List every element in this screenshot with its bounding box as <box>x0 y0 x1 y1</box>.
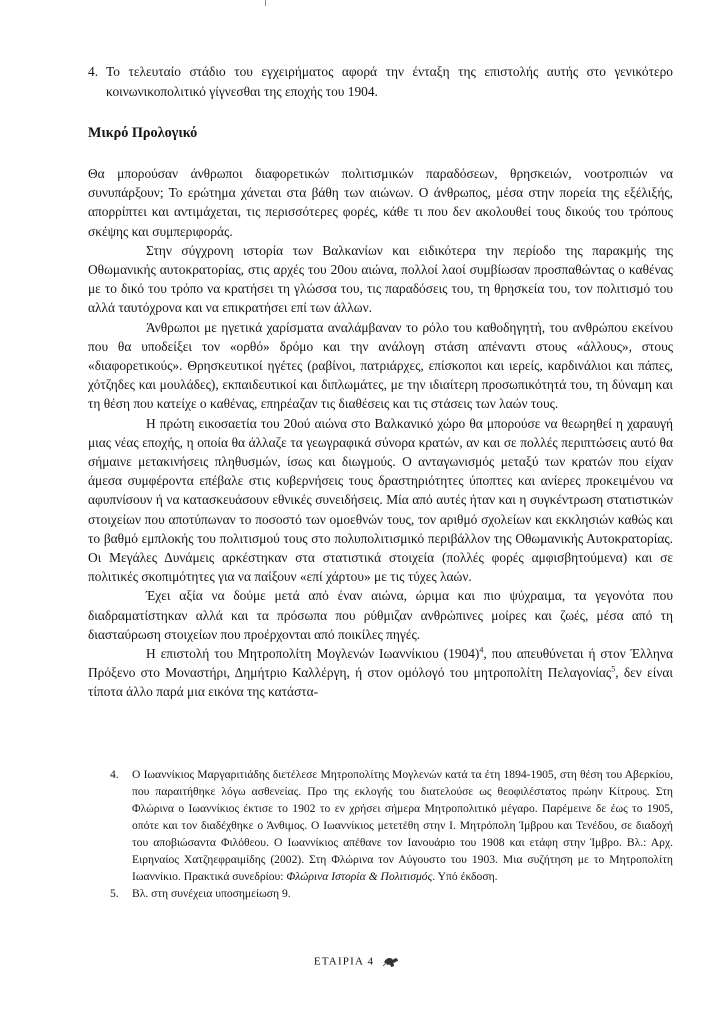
footnote-4-tail: . Υπό έκδοση. <box>432 870 498 883</box>
paragraph-4: Η πρώτη εικοσαετία του 20ού αιώνα στο Βαλκανικό χώρο θα μπορούσε να θεωρηθεί η χαραυγή μιας νέας εποχής, η οποία θα άλλαζε τα γεωγραφικά σύνορα κρατών, αν και σε πολλές περιπτώσεις αυτό θα σήμαινε μετακινήσεις πληθυσμών, ίσως και διωγμούς. Ο ανταγωνισμός μεταξύ των κρατών που είχαν άμεσα συμφέροντα επέβαλε στις κυβερνήσεις τους δραστηριότητες ύποπτες και ανίερες προκειμένου να αφυπνίσουν ή να κατασκευάσουν εθνικές συνειδήσεις. Μία από αυτές ήταν και η συγκέντρωση στατιστικών στοιχείων που αποτύπωναν το ποσοστό των ομοεθνών τους, τον αριθμό σχολείων και εκκλησιών καθώς και το βαθμό εμπλοκής του πολιτισμού τους στο πολυπολιτισμικό περιβάλλον της Οθωμανικής Αυτοκρατορίας. Οι Μεγάλες Δυνάμεις αρκέστηκαν στα στατιστικά στοιχεία (πολλές φορές αμφισβητούμενα) και σε πολιτικές σκοπιμότητες για να παίξουν «επί χάρτου» με τις τύχες λαών. <box>88 415 673 585</box>
footnote-5 <box>110 885 673 902</box>
page-body <box>88 62 673 702</box>
paragraph-2: Στην σύγχρονη ιστορία των Βαλκανίων και ειδικότερα την περίοδο της παρακμής της Οθωμανικής αυτοκρατορίας, στις αρχές του 20ου αιώνα, πολλοί λαοί συμβίωσαν προσπαθώντας ο καθένας με το δικό του τρόπο να κρατήσει τη γλώσσα του, τις παραδόσεις του, τη θρησκεία του, τον πολιτισμό του αλλά ταυτόχρονα και να επικρατήσει επί των άλλων. <box>88 242 673 316</box>
page-edge-mark <box>265 0 266 6</box>
paragraph-3: Άνθρωποι με ηγετικά χαρίσματα αναλάμβαναν το ρόλο του καθοδηγητή, του ανθρώπου εκείνου που θα υποδείξει τον «ορθό» δρόμο και την ανάλογη στάση απέναντι στους «άλλους», στους «διαφορετικούς». Θρησκευτικοί ηγέτες (ραβίνοι, πατριάρχες, επίσκοποι και ιερείς, καρδινάλιοι και πάπες, χότζηδες και μουλάδες), εκπαιδευτικοί και διπλωμάτες, με την ιδιαίτερη προσωπικότητά του, τη δύναμη και τη θέση που κατείχε ο καθένας, επηρέαζαν τις διαθέσεις και τις στάσεις των λαών τους. <box>88 319 673 412</box>
intro-item-number: 4. <box>88 64 99 79</box>
paragraph-6 <box>88 644 673 702</box>
footnotes <box>110 766 673 902</box>
intro-list-item <box>88 62 673 101</box>
footnote-ref-5: 5 <box>611 664 616 674</box>
paragraph-5: Έχει αξία να δούμε μετά από έναν αιώνα, ώριμα και πιο ψύχραιμα, τα γεγονότα που διαδραματίστηκαν αλλά και τα πρόσωπα που ρύθμιζαν ανθρώπινες μοίρες και ζωές, μέσα από τη διασταύρωση στοιχείων που προέρχονται από ποικίλες πηγές. <box>88 588 673 642</box>
paragraph-1: Θα μπορούσαν άνθρωποι διαφορετικών πολιτισμικών παραδόσεων, θρησκειών, νοοτροπιών να συνυπάρξουν; Το ερώτημα χάνεται στα βάθη των αιώνων. Ο άνθρωπος, μέσα στην πορεία της εξέλιξής, απορρίπτει και αντιμάχεται, τις περισσότερες φορές, κάθε τι που δεν ακολουθεί τους δικούς του τρόπους σκέψης και συμπεριφοράς. <box>88 166 673 239</box>
footnote-4-journal: Φλώρινα Ιστορία & Πολιτισμός <box>286 870 433 883</box>
footnote-4-text: Ο Ιωαννίκιος Μαργαριτιάδης διετέλεσε Μητροπολίτης Μογλενών κατά τα έτη 1894-1905, στη θέση του Αβερκίου, που παραιτήθηκε λόγω ασθενείας. Προ της εκλογής του διατελούσε ως θεοφιλέστατος πρώην Κίτρους. Στη Φλώρινα ο Ιωαννίκιος έκτισε το 1902 το εν χρήσει σήμερα Μητροπολιτικό μέγαρο. Παρέμεινε δε έως το 1905, οπότε και τον διαδέχθηκε ο Άνθιμος. Ο Ιωαννίκιος μετετέθη στην Ι. Μητρόπολη Ίμβρου και Τενέδου, σε διαδοχή του αποβιώσαντα Φιλόθεου. Ο Ιωαννίκιος απέθανε τον Ιανουάριο του 1908 και ετάφη στην Ίμβρο. Βλ.: Αρχ. Ειρηναίος Χατζηεφραιμίδης (2002). Στη Φλώρινα τον Αύγουστο του 1903. Μια συζήτηση με το Μητροπολίτη Ιωαννίκιο. Πρακτικά συνεδρίου: <box>132 768 673 883</box>
footnote-5-text: Βλ. στη συνέχεια υποσημείωση 9. <box>132 887 291 900</box>
section-heading: Μικρό Προλογικό <box>88 125 198 141</box>
footnote-5-number: 5. <box>110 887 119 900</box>
intro-item-text: Το τελευταίο στάδιο του εγχειρήματος αφορά την ένταξη της επιστολής αυτής στο γενικότερο κοινωνικοπολιτικό γίγνεσθαι της εποχής του 1904. <box>106 64 673 99</box>
page-footer <box>0 955 714 969</box>
paragraph-6-part-b: , που απευθύνεται ή στον Έλληνα Πρόξενο στο Μοναστήρι, Δημήτριο Καλλέργη, ή στον ομόλογό του μητροπολίτη Πελαγονίας <box>88 646 673 681</box>
footnote-4-number: 4. <box>110 768 119 781</box>
footnote-ref-4: 4 <box>479 645 484 655</box>
footnote-4 <box>110 766 673 885</box>
leaf-ornament-icon <box>382 955 400 969</box>
paragraph-6-part-a: Η επιστολή του Μητροπολίτη Μογλενών Ιωαννίκιου (1904) <box>146 646 480 662</box>
paragraph-6-part-c: , δεν είναι τίποτα άλλο παρά μια εικόνα της κατάστα- <box>88 665 673 700</box>
footer-label: ΕΤΑΙΡΙΑ 4 <box>313 955 375 968</box>
